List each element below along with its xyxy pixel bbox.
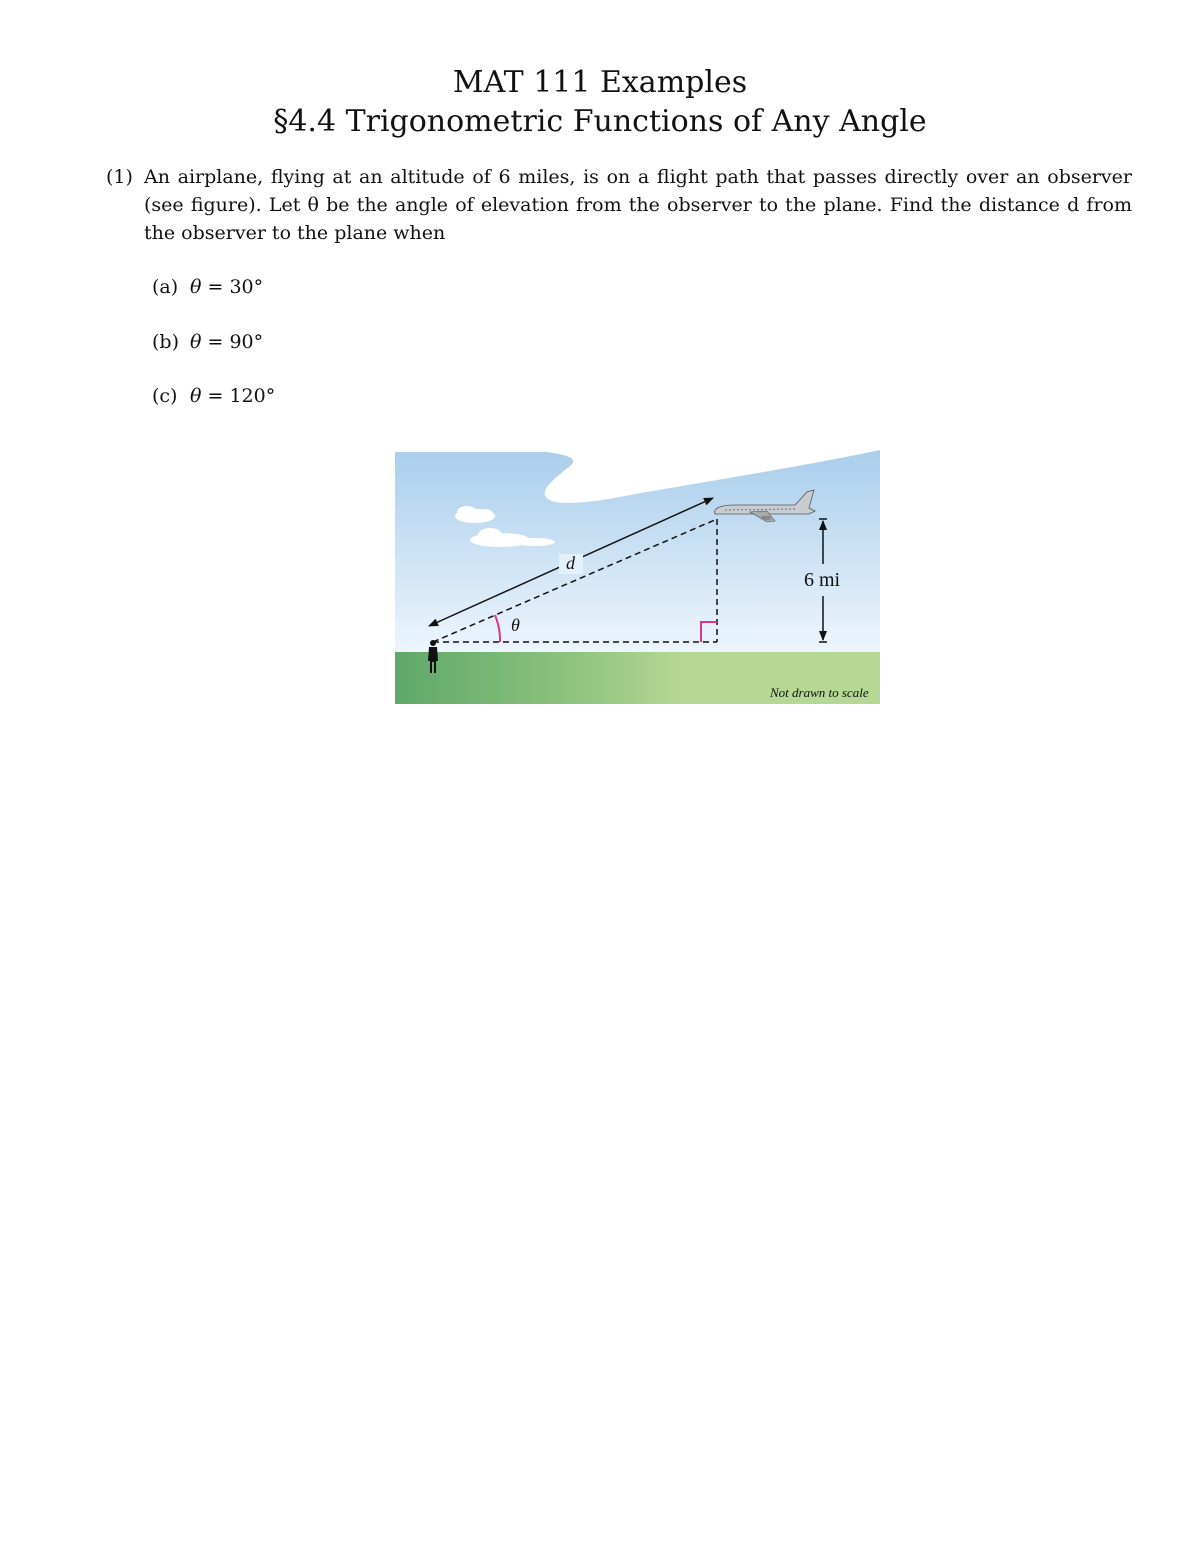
distance-label: d: [566, 553, 575, 573]
theta-symbol: θ: [190, 385, 202, 407]
figure-caption: Not drawn to scale: [770, 685, 869, 700]
part-label: (a): [152, 276, 179, 298]
angle-label: θ: [511, 615, 520, 635]
problem-text: An airplane, flying at an altitude of 6 miles, is on a flight path that passes directly over an observer (see figure). Let θ be the angle of elevation from the observer to the plane. Find the distance d from the observer to the plane when: [144, 166, 1132, 244]
altitude-label: 6 mi: [804, 569, 841, 591]
section-title: §4.4 Trigonometric Functions of Any Angle: [273, 104, 927, 139]
theta-symbol: θ: [190, 331, 202, 353]
problem-1: [106, 163, 1132, 247]
part-a: [152, 273, 263, 301]
part-b: [152, 328, 263, 356]
problem-number: (1): [106, 166, 133, 188]
page-title: MAT 111 Examples: [452, 65, 748, 100]
part-label: (c): [152, 385, 178, 407]
part-expression: = 90°: [201, 331, 264, 353]
airplane-elevation-figure: [395, 448, 880, 704]
part-expression: = 30°: [201, 276, 264, 298]
theta-symbol: θ: [190, 276, 202, 298]
part-expression: = 120°: [201, 385, 276, 407]
part-label: (b): [152, 331, 179, 353]
part-c: [152, 382, 275, 410]
